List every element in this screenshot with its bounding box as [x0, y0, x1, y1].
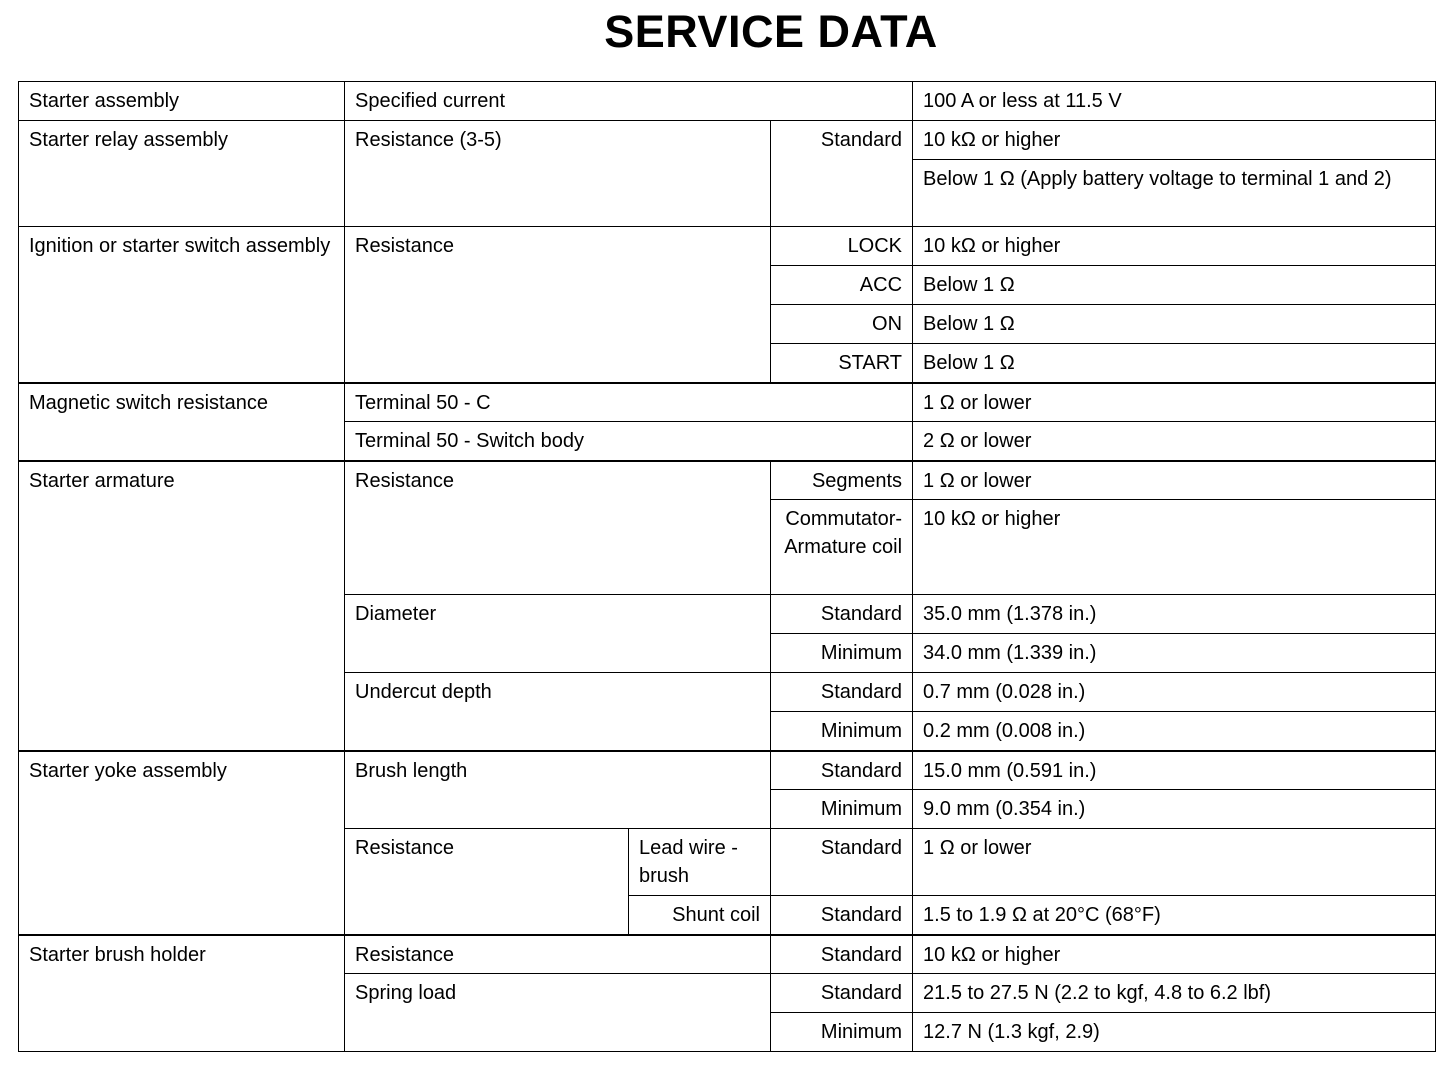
value-cell: 35.0 mm (1.378 in.)	[913, 595, 1436, 634]
value-cell: 34.0 mm (1.339 in.)	[913, 634, 1436, 673]
component-cell: Starter armature	[19, 461, 345, 751]
value-cell: 1 Ω or lower	[913, 829, 1436, 896]
item-cell: Diameter	[345, 595, 771, 673]
condition-cell: Commutator-Armature coil	[771, 500, 913, 595]
condition-cell: Standard	[771, 751, 913, 790]
condition-cell: Standard	[771, 896, 913, 935]
table-row	[19, 461, 1436, 500]
value-cell: 9.0 mm (0.354 in.)	[913, 790, 1436, 829]
item-cell: Undercut depth	[345, 673, 771, 751]
condition-cell: ON	[771, 305, 913, 344]
value-cell: 1.5 to 1.9 Ω at 20°C (68°F)	[913, 896, 1436, 935]
item-cell: Terminal 50 - C	[345, 383, 913, 422]
value-cell: 21.5 to 27.5 N (2.2 to kgf, 4.8 to 6.2 lbf)	[913, 974, 1436, 1013]
value-cell: Below 1 Ω	[913, 305, 1436, 344]
table-row	[19, 227, 1436, 266]
component-cell: Starter yoke assembly	[19, 751, 345, 935]
condition-cell: Standard	[771, 673, 913, 712]
condition-cell: Segments	[771, 461, 913, 500]
value-cell: 1 Ω or lower	[913, 461, 1436, 500]
value-cell: 0.2 mm (0.008 in.)	[913, 712, 1436, 751]
item-cell: Terminal 50 - Switch body	[345, 422, 913, 461]
value-cell: 10 kΩ or higher	[913, 121, 1436, 160]
item-cell: Resistance	[345, 829, 629, 935]
condition-cell: Standard	[771, 595, 913, 634]
value-cell: 0.7 mm (0.028 in.)	[913, 673, 1436, 712]
item-cell: Spring load	[345, 974, 771, 1052]
table-row	[19, 751, 1436, 790]
table-row	[19, 82, 1436, 121]
condition-cell: Minimum	[771, 712, 913, 751]
value-cell: 10 kΩ or higher	[913, 500, 1436, 595]
component-cell: Ignition or starter switch assembly	[19, 227, 345, 383]
component-cell: Magnetic switch resistance	[19, 383, 345, 461]
item-cell: Specified current	[345, 82, 913, 121]
value-cell: 2 Ω or lower	[913, 422, 1436, 461]
item-cell: Resistance (3-5)	[345, 121, 771, 227]
value-cell: 10 kΩ or higher	[913, 935, 1436, 974]
service-data-table	[18, 81, 1436, 1052]
component-cell: Starter assembly	[19, 82, 345, 121]
item-cell: Resistance	[345, 935, 771, 974]
component-cell: Starter relay assembly	[19, 121, 345, 227]
page-title: SERVICE DATA	[604, 6, 938, 57]
table-row	[19, 121, 1436, 160]
item-cell: Brush length	[345, 751, 771, 829]
condition-cell: START	[771, 344, 913, 383]
value-cell: Below 1 Ω	[913, 344, 1436, 383]
condition-cell: Standard	[771, 829, 913, 896]
condition-cell: ACC	[771, 266, 913, 305]
condition-cell: Standard	[771, 121, 913, 227]
value-cell: Below 1 Ω (Apply battery voltage to terminal 1 and 2)	[913, 160, 1436, 227]
value-cell: 12.7 N (1.3 kgf, 2.9)	[913, 1013, 1436, 1052]
condition-cell: Minimum	[771, 1013, 913, 1052]
condition-cell: LOCK	[771, 227, 913, 266]
value-cell: 1 Ω or lower	[913, 383, 1436, 422]
condition-cell: Minimum	[771, 790, 913, 829]
condition-cell: Standard	[771, 935, 913, 974]
component-cell: Starter brush holder	[19, 935, 345, 1052]
value-cell: 15.0 mm (0.591 in.)	[913, 751, 1436, 790]
item-cell: Resistance	[345, 227, 771, 383]
table-row	[19, 383, 1436, 422]
value-cell: Below 1 Ω	[913, 266, 1436, 305]
condition-cell: Standard	[771, 974, 913, 1013]
item-cell: Resistance	[345, 461, 771, 595]
value-cell: 10 kΩ or higher	[913, 227, 1436, 266]
value-cell: 100 A or less at 11.5 V	[913, 82, 1436, 121]
subitem-cell: Shunt coil	[629, 896, 771, 935]
table-row	[19, 935, 1436, 974]
subitem-cell: Lead wire - brush	[629, 829, 771, 896]
condition-cell: Minimum	[771, 634, 913, 673]
